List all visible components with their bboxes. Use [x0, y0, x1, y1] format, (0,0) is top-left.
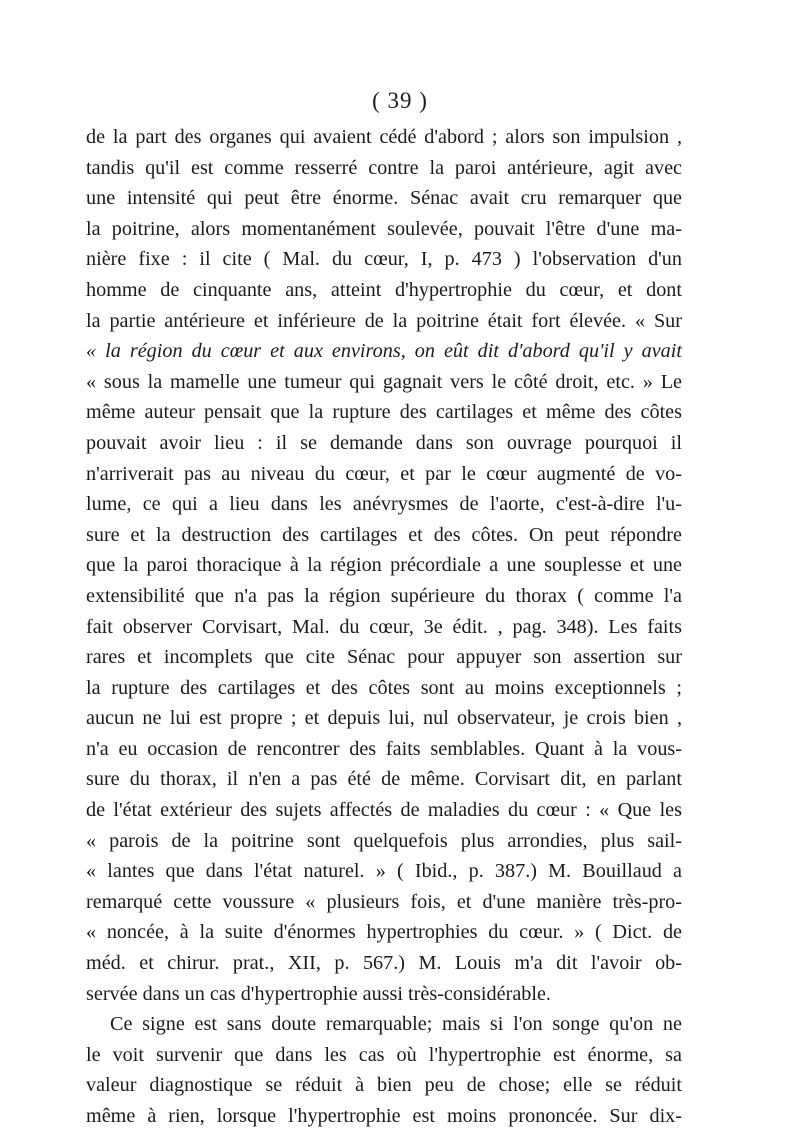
text-line: valeur diagnostique se réduit à bien peu de chose; elle se réduit — [86, 1074, 682, 1097]
text-line: même à rien, lorsque l'hypertrophie est moins prononcée. Sur dix- — [86, 1105, 682, 1127]
text-line: nière fixe : il cite ( Mal. du cœur, I, p. 473 ) l'observation d'un — [86, 248, 682, 271]
text-line: sure du thorax, il n'en a pas été de même. Corvisart dit, en parlant — [86, 768, 682, 791]
text-line: extensibilité que n'a pas la région supérieure du thorax ( comme l'a — [86, 584, 682, 607]
text-line: la rupture des cartilages et des côtes sont au moins exceptionnels ; — [86, 676, 682, 699]
text-line: de la part des organes qui avaient cédé d'abord ; alors son impulsion , — [86, 126, 682, 148]
text-line: remarqué cette voussure « plusieurs fois, et d'une manière très-pro- — [86, 890, 682, 913]
text-line: n'arriverait pas au niveau du cœur, et par le cœur augmenté de vo- — [86, 462, 682, 485]
quote-line: « lantes que dans l'état naturel. » ( Ibid., p. 387.) M. Bouillaud a — [86, 860, 682, 883]
text-line: méd. et chirur. prat., XII, p. 567.) M. Louis m'a dit l'avoir ob- — [86, 952, 682, 975]
text-line: servée dans un cas d'hypertrophie aussi très-considérable. — [86, 982, 551, 1005]
text-line: n'a eu occasion de rencontrer des faits semblables. Quant à la vous- — [86, 737, 682, 760]
quote-line: « sous la mamelle une tumeur qui gagnait vers le côté droit, etc. » Le — [86, 370, 682, 393]
text-line: sure et la destruction des cartilages et des côtes. On peut répondre — [86, 523, 682, 546]
text-line: aucun ne lui est propre ; et depuis lui, nul observateur, je crois bien , — [86, 707, 682, 730]
text-line: lume, ce qui a lieu dans les anévrysmes de l'aorte, c'est-à-dire l'u- — [86, 493, 682, 516]
text-line: pouvait avoir lieu : il se demande dans son ouvrage pourquoi il — [86, 431, 682, 454]
text-line: de l'état extérieur des sujets affectés de maladies du cœur : « Que les — [86, 799, 682, 822]
quote-line: « la région du cœur et aux environs, on eût dit d'abord qu'il y avait — [86, 340, 682, 363]
page-number: ( 39 ) — [372, 88, 428, 113]
quote-line: « parois de la poitrine sont quelquefois plus arrondies, plus sail- — [86, 829, 682, 852]
text-line: une intensité qui peut être énorme. Sénac avait cru remarquer que — [86, 187, 682, 210]
text-line: fait observer Corvisart, Mal. du cœur, 3e édit. , pag. 348). Les faits — [86, 615, 682, 638]
text-line: le voit survenir que dans les cas où l'hypertrophie est énorme, sa — [86, 1043, 682, 1066]
text-line: tandis qu'il est comme resserré contre la paroi antérieure, agit avec — [86, 156, 682, 179]
body-text — [86, 122, 682, 1132]
text-line: la partie antérieure et inférieure de la poitrine était fort élevée. « Sur — [86, 309, 682, 332]
text-line: que la paroi thoracique à la région précordiale a une souplesse et une — [86, 554, 682, 577]
paragraph-start-line: Ce signe est sans doute remarquable; mais si l'on songe qu'on ne — [110, 1013, 682, 1036]
text-line: homme de cinquante ans, atteint d'hypertrophie du cœur, et dont — [86, 278, 682, 301]
quote-line: « noncée, à la suite d'énormes hypertrophies du cœur. » ( Dict. de — [86, 921, 682, 944]
text-line: la poitrine, alors momentanément soulevée, pouvait l'être d'une ma- — [86, 217, 682, 240]
text-line: même auteur pensait que la rupture des cartilages et même des côtes — [86, 401, 682, 424]
text-line: rares et incomplets que cite Sénac pour appuyer son assertion sur — [86, 646, 682, 669]
